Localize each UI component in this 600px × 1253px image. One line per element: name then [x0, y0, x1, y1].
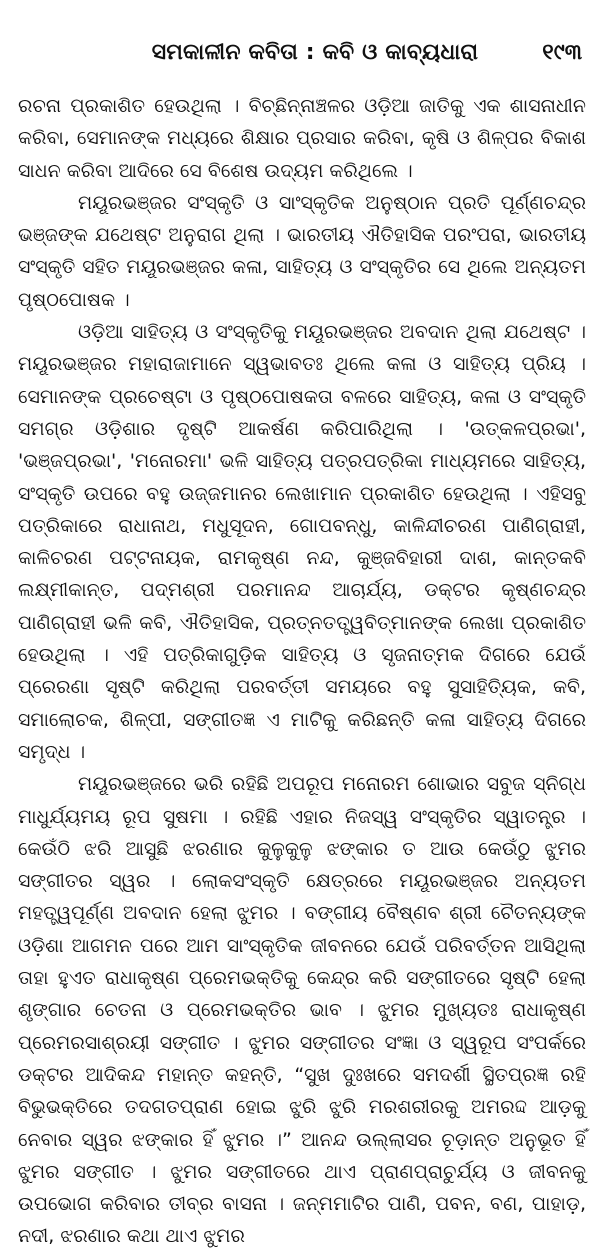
paragraph: ରଚନା ପ୍ରକାଶିତ ହେଉଥିଲା । ବିଚ୍ଛିନ୍ନାଞ୍ଚଳର ଓଡ଼ିଆ ଜାତିକୁ ଏକ ଶାସନାଧୀନ କରିବା, ସେମାନଙ୍କ ମଧ୍ୟରେ ଶିକ୍ଷାର ପ୍ରସାର କରିବା, କୃଷି ଓ ଶିଳ୍ପର ବିକାଶ ସାଧନ କରିବା ଆଦିରେ ସେ ବିଶେଷ ଉଦ୍ୟମ କରିଥିଲେ । — [18, 95, 586, 182]
page-number: ୧୯୩ — [542, 40, 582, 65]
body-text — [18, 90, 586, 1253]
paragraph: ମୟୂରଭଞ୍ଜରେ ଭରି ରହିଛି ଅପରୂପ ମନୋରମ ଶୋଭାର ସବୁଜ ସ୍ନିଗ୍ଧ ମାଧୁର୍ଯ୍ୟମୟ ରୂପ ସୁଷମା । ରହିଛି ଏହାର ନିଜସ୍ୱ ସଂସ୍କୃତିର ସ୍ୱାତନ୍ତ୍ର । କେଉଁଠି ଝରି ଆସୁଛି ଝରଣାର କୁଳୁକୁଳୁ ଝଙ୍କାର ତ ଆଉ କେଉଁଠୁ ଝୁମର ସଙ୍ଗୀତର ସ୍ୱର । ଲୋକସଂସ୍କୃତି କ୍ଷେତ୍ରରେ ମୟୂରଭଞ୍ଜର ଅନ୍ୟତମ ମହତ୍ତ୍ୱପୂର୍ଣ୍ଣ ଅବଦାନ ହେଲା ଝୁମର । ବଙ୍ଗୀୟ ବୈଷ୍ଣବ ଶ୍ରୀ ଚୈତନ୍ୟଙ୍କ ଓଡ଼ିଶା ଆଗମନ ପରେ ଆମ ସାଂସ୍କୃତିକ ଜୀବନରେ ଯେଉଁ ପରିବର୍ତ୍ତନ ଆସିଥିଲା ତାହା ହୁଏତ ରାଧାକୃଷ୍ଣ ପ୍ରେମଭକ୍ତିକୁ କେନ୍ଦ୍ର କରି ସଙ୍ଗୀତରେ ସୃଷ୍ଟି ହେଲା ଶୃଙ୍ଗାର ଚେତନା ଓ ପ୍ରେମଭକ୍ତିର ଭାବ । ଝୁମର ମୁଖ୍ୟତଃ ରାଧାକୃଷ୍ଣ ପ୍ରେମରସାଶ୍ରୟୀ ସଙ୍ଗୀତ । ଝୁମର ସଙ୍ଗୀତର ସଂଜ୍ଞା ଓ ସ୍ୱରୂପ ସଂପର୍କରେ ଡକ୍ଟର ଆଦିକନ୍ଦ ମହାନ୍ତ କହନ୍ତି, “ସୁଖ ଦୁଃଖରେ ସମଦର୍ଶୀ ସ୍ଥିତପ୍ରଜ୍ଞ ରହି ବିଭୁଭକ୍ତିରେ ତଦଗତପ୍ରାଣ ହୋଇ ଝୁରି ଝୁରି ମରଶରୀରକୁ ଅମରଦ୍ଦ ଆଡ଼କୁ ନେବାର ସ୍ୱର ଝଙ୍କାର ହିଁ ଝୁମର ।” ଆନନ୍ଦ ଉଲ୍ଲାସର ଚୂଡ଼ାନ୍ତ ଅନୁଭୂତ ହିଁ ଝୁମର ସଙ୍ଗୀତ । ଝୁମର ସଙ୍ଗୀତରେ ଥାଏ ପ୍ରାଣପ୍ରାଚୁର୍ଯ୍ୟ ଓ ଜୀବନକୁ ଉପଭୋଗ କରିବାର ତୀବ୍ର ବାସନା । ଜନ୍ମମାଟିର ପାଣି, ପବନ, ବଣ, ପାହାଡ଼, ନଦୀ, ଝରଣାର କଥା ଥାଏ ଝୁମର — [18, 773, 586, 1248]
page-header — [0, 40, 600, 74]
paragraph: ମୟୂରଭଞ୍ଜର ସଂସ୍କୃତି ଓ ସାଂସ୍କୃତିକ ଅନୁଷ୍ଠାନ ପ୍ରତି ପୂର୍ଣ୍ଣଚନ୍ଦ୍ର ଭଞ୍ଜଙ୍କ ଯଥେଷ୍ଟ ଅନୁରାଗ ଥିଲା । ଭାରତୀୟ ଐତିହାସିକ ପରଂପରା, ଭାରତୀୟ ସଂସ୍କୃତି ସହିତ ମୟୂରଭଞ୍ଜର କଳା, ସାହିତ୍ୟ ଓ ସଂସ୍କୃତିର ସେ ଥିଲେ ଅନ୍ୟତମ ପୃଷ୍ଠପୋଷକ । — [18, 191, 586, 311]
running-title: ସମକାଳୀନ କବିତା : କବି ଓ କାବ୍ୟଧାରା — [151, 40, 479, 65]
paragraph: ଓଡ଼ିଆ ସାହିତ୍ୟ ଓ ସଂସ୍କୃତିକୁ ମୟୂରଭଞ୍ଜର ଅବଦାନ ଥିଲା ଯଥେଷ୍ଟ । ମୟୂରଭଞ୍ଜର ମହାରାଜାମାନେ ସ୍ୱଭାବତଃ ଥିଲେ କଳା ଓ ସାହିତ୍ୟ ପ୍ରିୟ । ସେମାନଙ୍କ ପ୍ରଚେଷ୍ଟା ଓ ପୃଷ୍ଠପୋଷକତା ବଳରେ ସାହିତ୍ୟ, କଳା ଓ ସଂସ୍କୃତି ସମଗ୍ର ଓଡ଼ିଶାର ଦୃଷ୍ଟି ଆକର୍ଷଣ କରିପାରିଥିଲା । 'ଉତ୍କଳପ୍ରଭା', 'ଭଞ୍ଜପ୍ରଭା', 'ମନୋରମା' ଭଳି ସାହିତ୍ୟ ପତ୍ରପତ୍ରିକା ମାଧ୍ୟମରେ ସାହିତ୍ୟ, ସଂସ୍କୃତି ଉପରେ ବହୁ ଉଜ୍ଜମାନର ଲେଖାମାନ ପ୍ରକାଶିତ ହେଉଥିଲା । ଏହିସବୁ ପତ୍ରିକାରେ ରାଧାନାଥ, ମଧୁସୂଦନ, ଗୋପବନ୍ଧୁ, କାଳିନ୍ଦୀଚରଣ ପାଣିଗ୍ରାହୀ, କାଳିଚରଣ ପଟ୍ଟନାୟକ, ରାମକୃଷ୍ଣ ନନ୍ଦ, କୁଞ୍ଜବିହାରୀ ଦାଶ, କାନ୍ତକବି ଲକ୍ଷ୍ମୀକାନ୍ତ, ପଦ୍ମଶ୍ରୀ ପରମାନନ୍ଦ ଆଚାର୍ଯ୍ୟ, ଡକ୍ଟର କୃଷ୍ଣଚନ୍ଦ୍ର ପାଣିଗ୍ରାହୀ ଭଳି କବି, ଐତିହାସିକ, ପ୍ରତ୍ନତତ୍ତ୍ୱବିତ୍‌ମାନଙ୍କ ଲେଖା ପ୍ରକାଶିତ ହେଉଥିଲା । ଏହି ପତ୍ରିକାଗୁଡ଼ିକ ସାହିତ୍ୟ ଓ ସୃଜନାତ୍ମକ ଦିଗରେ ଯେଉଁ ପ୍ରେରଣା ସୃଷ୍ଟି କରିଥିଲା ପରବର୍ତ୍ତୀ ସମୟରେ ବହୁ ସୁସାହିତ୍ୟିକ, କବି, ସମାଲୋଚକ, ଶିଳ୍ପୀ, ସଙ୍ଗୀତଜ୍ଞ ଏ ମାଟିକୁ କରିଛନ୍ତି କଳା ସାହିତ୍ୟ ଦିଗରେ ସମୃଦ୍ଧ । — [18, 321, 586, 763]
